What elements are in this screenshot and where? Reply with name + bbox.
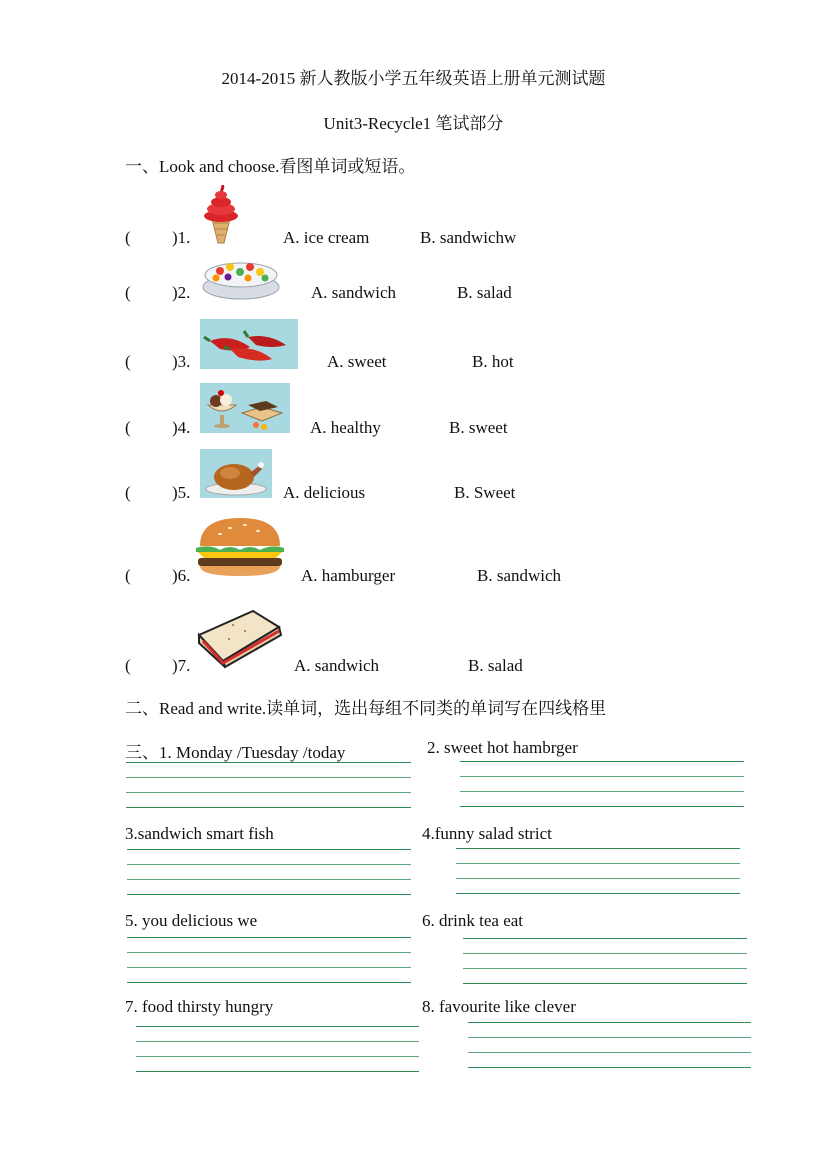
answer-paren[interactable]: ( (125, 656, 131, 675)
writing-lines-5[interactable] (127, 937, 411, 985)
answer-paren[interactable]: ( (125, 352, 131, 371)
hamburger-icon (190, 514, 290, 580)
writing-lines-6[interactable] (463, 938, 747, 986)
group-3-label: 3.sandwich smart fish (125, 824, 274, 843)
group-4-label: 4.funny salad strict (422, 824, 552, 843)
group-1-label: 三、1. Monday /Tuesday /today (125, 743, 346, 762)
question-number: )6. (172, 566, 191, 585)
question-number: )7. (172, 656, 191, 675)
option-a[interactable]: A. sandwich (294, 656, 379, 675)
option-b[interactable]: B. salad (468, 656, 523, 675)
ice-cream-icon (200, 185, 242, 245)
option-b[interactable]: B. Sweet (454, 483, 516, 502)
sandwich-icon (193, 605, 285, 669)
answer-paren[interactable]: ( (125, 228, 131, 247)
answer-paren[interactable]: ( (125, 418, 131, 437)
writing-lines-2[interactable] (460, 761, 744, 809)
option-b[interactable]: B. sandwichw (420, 228, 517, 247)
answer-paren[interactable]: ( (125, 283, 131, 302)
writing-lines-1[interactable] (126, 762, 411, 810)
writing-lines-4[interactable] (456, 848, 740, 896)
option-b[interactable]: B. sweet (449, 418, 508, 437)
question-number: )2. (172, 283, 191, 302)
answer-paren[interactable]: ( (125, 483, 131, 502)
option-a[interactable]: A. healthy (310, 418, 381, 437)
group-5-label: 5. you delicious we (125, 911, 258, 930)
writing-lines-8[interactable] (468, 1022, 751, 1070)
writing-lines-3[interactable] (127, 849, 411, 897)
option-a[interactable]: A. ice cream (283, 228, 370, 247)
answer-paren[interactable]: ( (125, 566, 131, 585)
option-a[interactable]: A. hamburger (301, 566, 396, 585)
group-8-label: 8. favourite like clever (422, 997, 576, 1016)
option-a[interactable]: A. sandwich (311, 283, 396, 302)
roast-chicken-icon (200, 449, 272, 498)
page-subtitle: Unit3-Recycle1 笔试部分 (323, 114, 504, 133)
option-b[interactable]: B. hot (472, 352, 514, 371)
question-number: )1. (172, 228, 191, 247)
option-b[interactable]: B. salad (457, 283, 512, 302)
chili-peppers-icon (200, 319, 298, 369)
desserts-icon (200, 383, 290, 433)
group-6-label: 6. drink tea eat (422, 911, 524, 930)
question-number: )5. (172, 483, 191, 502)
group-2-label: 2. sweet hot hambrger (427, 738, 578, 757)
writing-lines-7[interactable] (136, 1026, 419, 1074)
salad-icon (200, 257, 282, 301)
question-number: )3. (172, 352, 191, 371)
section2-heading: 二、Read and write.读单词，选出每组不同类的单词写在四线格里 (125, 699, 607, 718)
option-a[interactable]: A. sweet (327, 352, 387, 371)
option-a[interactable]: A. delicious (283, 483, 366, 502)
group-7-label: 7. food thirsty hungry (125, 997, 274, 1016)
question-number: )4. (172, 418, 191, 437)
section1-heading: 一、Look and choose.看图单词或短语。 (125, 157, 416, 176)
page-title: 2014-2015 新人教版小学五年级英语上册单元测试题 (221, 69, 606, 88)
option-b[interactable]: B. sandwich (477, 566, 562, 585)
